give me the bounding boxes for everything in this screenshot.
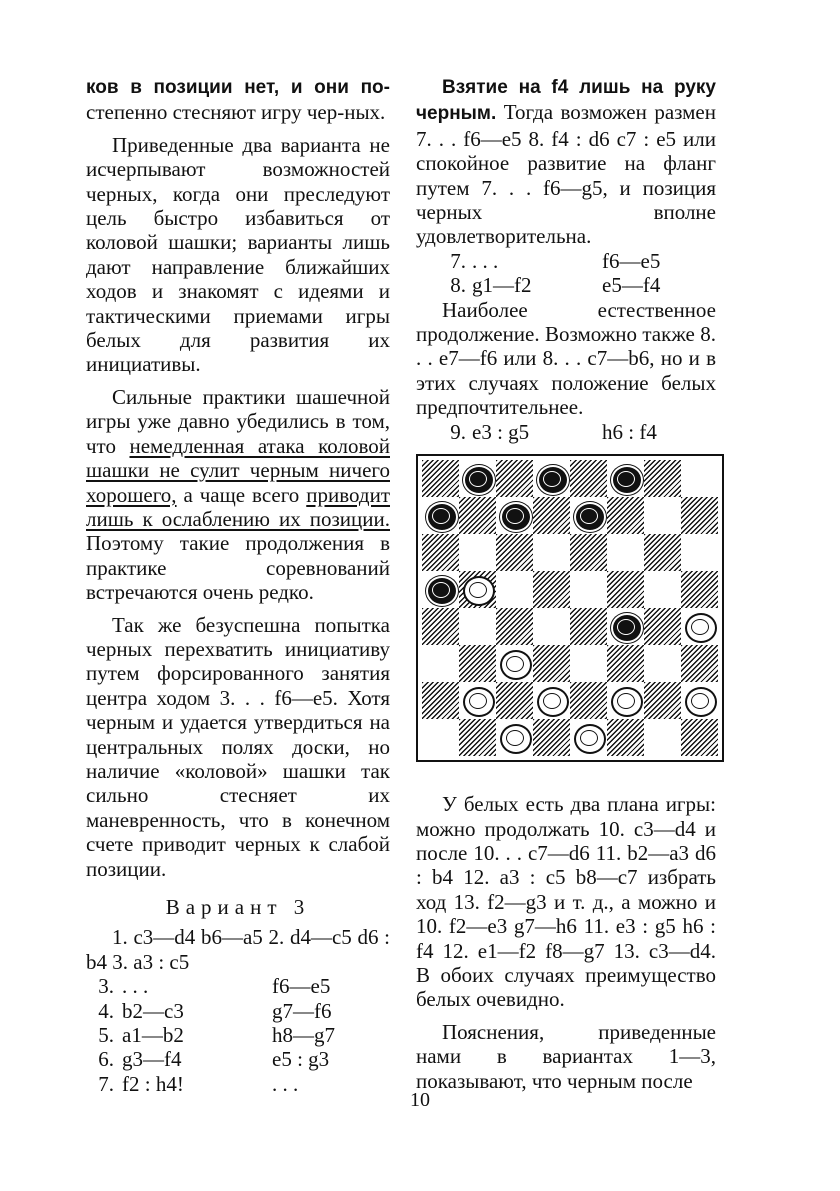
square-f2 <box>607 682 644 719</box>
square-e5 <box>570 571 607 608</box>
white-move: g1—f2 <box>472 273 532 298</box>
square-g4 <box>644 608 681 645</box>
left-column <box>86 74 390 1096</box>
square-h3 <box>681 645 718 682</box>
square-d5 <box>533 571 570 608</box>
move-number: 4. <box>98 998 114 1023</box>
square-h8 <box>681 460 718 497</box>
moves-table <box>86 974 390 1096</box>
square-b1 <box>459 719 496 756</box>
square-d7 <box>533 497 570 534</box>
section-heading: Вариант 3 <box>165 895 311 919</box>
paragraph <box>416 74 716 249</box>
black-checker-d8 <box>537 465 569 495</box>
move-row <box>86 999 390 1023</box>
white-checker-c1 <box>500 724 532 754</box>
paragraph-underlined <box>86 385 390 605</box>
square-a6 <box>422 534 459 571</box>
square-f3 <box>607 645 644 682</box>
square-c1 <box>496 719 533 756</box>
square-e2 <box>570 682 607 719</box>
move-number: 7. <box>98 1071 114 1096</box>
move-number: 6. <box>98 1047 114 1072</box>
black-checker-c7 <box>500 502 532 532</box>
move-number: 3. <box>98 974 114 999</box>
square-d4 <box>533 608 570 645</box>
square-b4 <box>459 608 496 645</box>
black-checker-a5 <box>426 576 458 606</box>
black-move: h6 : f4 <box>602 419 657 444</box>
move-row <box>86 974 390 998</box>
text: Тогда возможен размен 7. . . f6—e5 8. f4 : d6 c7 : e5 или спокойное развитие на фланг путем 7. . . f6—g5, и позиция черных вполне удовлетворительна. <box>416 100 716 249</box>
square-c2 <box>496 682 533 719</box>
square-f8 <box>607 460 644 497</box>
black-move: e5 : g3 <box>272 1047 330 1072</box>
white-checker-b5 <box>463 576 495 606</box>
square-c6 <box>496 534 533 571</box>
square-e1 <box>570 719 607 756</box>
square-c8 <box>496 460 533 497</box>
white-move: . . . <box>122 974 149 999</box>
move-number: 7. <box>450 248 466 273</box>
white-checker-b2 <box>463 687 495 717</box>
bold-text: ков в позиции нет, и они по- <box>86 77 390 98</box>
square-d3 <box>533 645 570 682</box>
white-move: . . . <box>472 248 499 273</box>
square-b2 <box>459 682 496 719</box>
square-a3 <box>422 645 459 682</box>
black-checker-b8 <box>463 465 495 495</box>
black-checker-f8 <box>611 465 643 495</box>
black-move: h8—g7 <box>272 1023 335 1048</box>
square-f7 <box>607 497 644 534</box>
square-g6 <box>644 534 681 571</box>
white-checker-h2 <box>685 687 717 717</box>
text: Сильные практики шашечной игры уже давно убедились в том, что <box>86 384 390 458</box>
square-h5 <box>681 571 718 608</box>
square-g5 <box>644 571 681 608</box>
black-move: g7—f6 <box>272 998 332 1023</box>
square-c5 <box>496 571 533 608</box>
square-d2 <box>533 682 570 719</box>
paragraph: Наиболее естественное продолжение. Возможно также 8. . . e7—f6 или 8. . . c7—b6, но и в этих случаях положение белых предпочтительнее. <box>416 297 716 420</box>
square-g8 <box>644 460 681 497</box>
square-e4 <box>570 608 607 645</box>
square-e8 <box>570 460 607 497</box>
square-b5 <box>459 571 496 608</box>
square-h7 <box>681 497 718 534</box>
move-row <box>86 1023 390 1047</box>
paragraph-continuation <box>86 74 390 125</box>
black-checker-e7 <box>574 502 606 532</box>
square-c4 <box>496 608 533 645</box>
square-g1 <box>644 719 681 756</box>
square-a1 <box>422 719 459 756</box>
white-checker-f2 <box>611 687 643 717</box>
move-row <box>416 420 716 444</box>
black-move: e5—f4 <box>602 273 661 298</box>
square-e3 <box>570 645 607 682</box>
square-b7 <box>459 497 496 534</box>
square-a7 <box>422 497 459 534</box>
checkers-board <box>416 454 724 762</box>
white-checker-e1 <box>574 724 606 754</box>
white-checker-h4 <box>685 613 717 643</box>
square-h4 <box>681 608 718 645</box>
square-h1 <box>681 719 718 756</box>
bold-text: Взятие на f4 лишь на руку черным. <box>416 77 716 125</box>
white-move: e3 : g5 <box>472 419 530 444</box>
page-number: 10 <box>410 1089 430 1111</box>
black-checker-a7 <box>426 502 458 532</box>
text: а чаще всего <box>176 482 307 507</box>
square-a2 <box>422 682 459 719</box>
square-a8 <box>422 460 459 497</box>
text: степенно стесняют игру чер-ных. <box>86 100 386 125</box>
white-move: a1—b2 <box>122 1023 184 1048</box>
move-row <box>86 1047 390 1071</box>
white-checker-d2 <box>537 687 569 717</box>
square-f1 <box>607 719 644 756</box>
paragraph: Так же безуспешна попытка черных перехватить инициативу путем форсированного занятия центра ходом 3. . . f6—e5. Хотя черным и удается утвердиться на центральных полях доски, но наличие «коловой» шашки так сильно стесняет их маневренность, что в конечном счете приводит черных к слабой позиции. <box>86 612 390 881</box>
square-b8 <box>459 460 496 497</box>
text: Поэтому такие продолжения в практике соревнований встречаются очень редко. <box>86 531 390 605</box>
square-a4 <box>422 608 459 645</box>
move-number: 5. <box>98 1023 114 1048</box>
square-f6 <box>607 534 644 571</box>
black-move: . . . <box>272 1071 299 1096</box>
square-e6 <box>570 534 607 571</box>
moves-intro: 1. c3—d4 b6—a5 2. d4—c5 d6 : b4 3. a3 : c5 <box>86 925 390 974</box>
paragraph: У белых есть два плана игры: можно продолжать 10. c3—d4 и после 10. . . c7—d6 11. b2—a3 d6 : b4 12. a3 : c5 b8—c7 избрать ход 13. f2—g3 и т. д., а можно и 10. f2—e3 g7—h6 11. e3 : g5 h6 : f4 12. e1—f2 f8—g7 13. c3—d4. В обоих случаях преимущество белых очевидно. <box>416 792 716 1012</box>
square-d6 <box>533 534 570 571</box>
square-b6 <box>459 534 496 571</box>
square-d1 <box>533 719 570 756</box>
square-e7 <box>570 497 607 534</box>
square-d8 <box>533 460 570 497</box>
square-g3 <box>644 645 681 682</box>
black-checker-f4 <box>611 613 643 643</box>
move-row <box>416 273 716 297</box>
paragraph: Пояснения, приведенные нами в вариантах 1—3, показывают, что черным после <box>416 1019 716 1093</box>
black-move: f6—e5 <box>602 248 661 273</box>
square-c7 <box>496 497 533 534</box>
black-move: f6—e5 <box>272 974 331 999</box>
square-c3 <box>496 645 533 682</box>
square-f4 <box>607 608 644 645</box>
paragraph: Приведенные два варианта не исчерпывают возможностей черных, когда они преследуют цель быстро избавиться от коловой шашки; варианты лишь дают направление ближайших ходов и знакомят с идеями и тактическими приемами игры белых для развития их инициативы. <box>86 132 390 377</box>
square-f5 <box>607 571 644 608</box>
white-move: f2 : h4! <box>122 1071 184 1096</box>
white-checker-c3 <box>500 650 532 680</box>
underlined-text: приводит лишь к ослаблению их позиции. <box>86 482 390 531</box>
moves-table <box>416 249 716 298</box>
move-row <box>416 249 716 273</box>
move-number: 9. <box>450 419 466 444</box>
square-g2 <box>644 682 681 719</box>
square-b3 <box>459 645 496 682</box>
square-h6 <box>681 534 718 571</box>
white-move: g3—f4 <box>122 1047 182 1072</box>
square-g7 <box>644 497 681 534</box>
square-h2 <box>681 682 718 719</box>
right-column <box>416 74 716 1093</box>
square-a5 <box>422 571 459 608</box>
move-number: 8. <box>450 273 466 298</box>
underlined-text: немедленная атака коловой шашки не сулит черным ничего хорошего, <box>86 433 390 507</box>
white-move: b2—c3 <box>122 998 184 1023</box>
